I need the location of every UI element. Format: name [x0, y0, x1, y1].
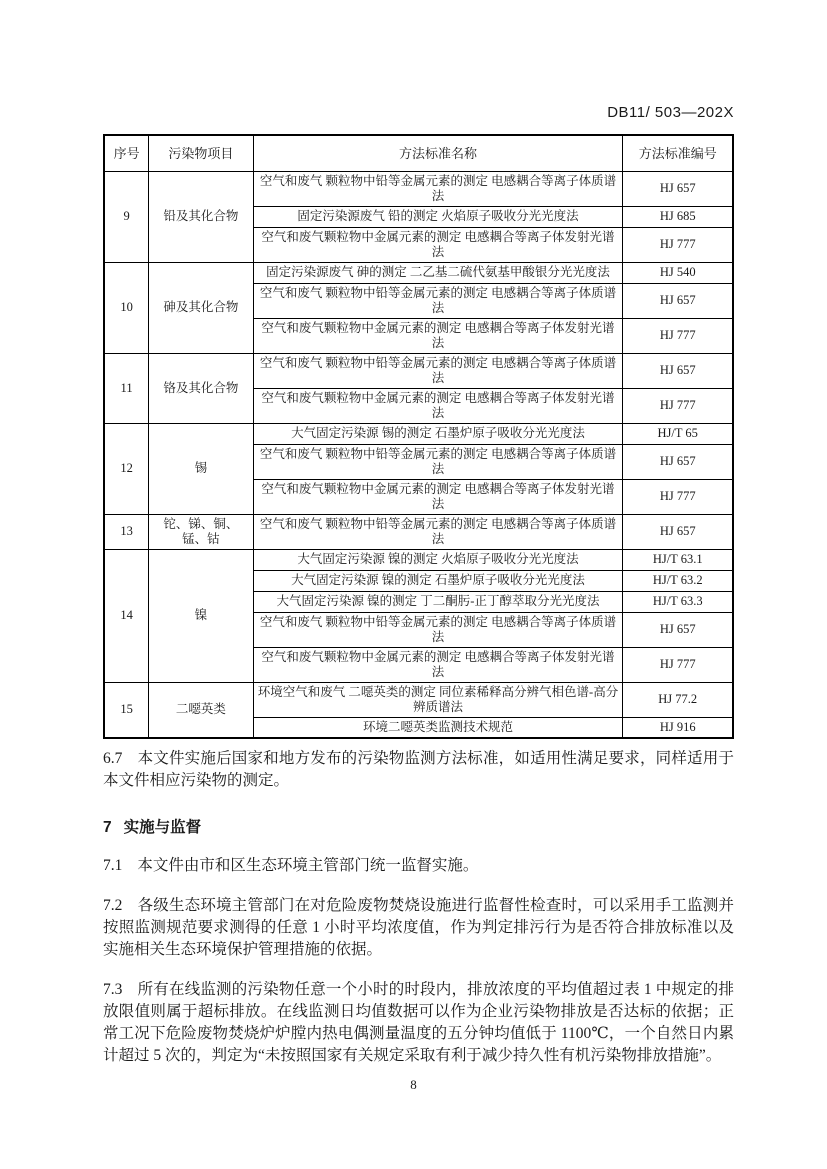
col-header-no: 序号	[104, 135, 149, 171]
method-name-cell: 大气固定污染源 镍的测定 丁二酮肟-正丁醇萃取分光光度法	[253, 591, 623, 612]
row-number-cell: 15	[104, 682, 149, 738]
section-7-heading	[103, 815, 734, 837]
section-6-7-text: 本文件实施后国家和地方发布的污染物监测方法标准，如适用性满足要求，同样适用于本文件相应污染物的测定。	[103, 750, 734, 789]
table-row	[104, 171, 733, 206]
method-name-cell: 空气和废气 颗粒物中铅等金属元素的测定 电感耦合等离子体质谱法	[253, 283, 623, 318]
method-name-cell: 空气和废气 颗粒物中铅等金属元素的测定 电感耦合等离子体质谱法	[253, 353, 623, 388]
section-7-1	[103, 855, 734, 877]
section-7-2	[103, 895, 734, 961]
method-code-cell: HJ 777	[623, 479, 733, 514]
row-number-cell: 14	[104, 549, 149, 682]
method-name-cell: 大气固定污染源 镍的测定 火焰原子吸收分光光度法	[253, 549, 623, 570]
method-code-cell: HJ/T 63.1	[623, 549, 733, 570]
methods-table-body	[104, 171, 733, 738]
pollutant-cell: 二噁英类	[149, 682, 253, 738]
method-name-cell: 空气和废气颗粒物中金属元素的测定 电感耦合等离子体发射光谱法	[253, 388, 623, 423]
section-6-7	[103, 748, 734, 792]
section-7-1-text: 本文件由市和区生态环境主管部门统一监督实施。	[137, 857, 479, 874]
method-code-cell: HJ 540	[623, 262, 733, 283]
method-code-cell: HJ/T 65	[623, 423, 733, 444]
method-code-cell: HJ 777	[623, 227, 733, 262]
row-number-cell: 13	[104, 514, 149, 549]
pollutant-cell: 铅及其化合物	[149, 171, 253, 262]
table-row	[104, 353, 733, 388]
method-name-cell: 空气和废气颗粒物中金属元素的测定 电感耦合等离子体发射光谱法	[253, 479, 623, 514]
col-header-pollutant: 污染物项目	[149, 135, 253, 171]
table-header-row	[104, 135, 733, 171]
method-name-cell: 环境二噁英类监测技术规范	[253, 717, 623, 738]
table-row	[104, 682, 733, 717]
col-header-method-code: 方法标准编号	[623, 135, 733, 171]
pollutant-cell: 铊、锑、铜、锰、钴	[149, 514, 253, 549]
row-number-cell: 10	[104, 262, 149, 353]
method-code-cell: HJ 657	[623, 283, 733, 318]
col-header-method-name: 方法标准名称	[253, 135, 623, 171]
method-code-cell: HJ 685	[623, 206, 733, 227]
section-7-3-text: 所有在线监测的污染物任意一个小时的时段内，排放浓度的平均值超过表 1 中规定的排放限值则属于超标排放。在线监测日均值数据可以作为企业污染物排放是否达标的依据；正常工况下危险废物焚烧炉炉膛内热电偶测量温度的五分钟均值低于 1100℃，一个自然日内累计超过 5 次的，判定为“未按照国家有关规定采取有利于减少持久性有机污染物排放措施”。	[103, 981, 734, 1064]
method-code-cell: HJ 657	[623, 171, 733, 206]
method-code-cell: HJ 657	[623, 444, 733, 479]
method-name-cell: 空气和废气颗粒物中金属元素的测定 电感耦合等离子体发射光谱法	[253, 227, 623, 262]
table-row	[104, 262, 733, 283]
page-number: 8	[410, 1077, 417, 1092]
method-code-cell: HJ 77.2	[623, 682, 733, 717]
method-name-cell: 空气和废气 颗粒物中铅等金属元素的测定 电感耦合等离子体质谱法	[253, 612, 623, 647]
page-content	[103, 104, 734, 1067]
method-code-cell: HJ 777	[623, 647, 733, 682]
body-text	[103, 748, 734, 1067]
section-6-7-number: 6.7	[103, 750, 123, 767]
method-name-cell: 空气和废气颗粒物中金属元素的测定 电感耦合等离子体发射光谱法	[253, 647, 623, 682]
row-number-cell: 11	[104, 353, 149, 423]
method-name-cell: 固定污染源废气 铅的测定 火焰原子吸收分光光度法	[253, 206, 623, 227]
method-code-cell: HJ/T 63.3	[623, 591, 733, 612]
method-code-cell: HJ 916	[623, 717, 733, 738]
section-7-3	[103, 979, 734, 1067]
pollutant-cell: 镍	[149, 549, 253, 682]
method-name-cell: 空气和废气 颗粒物中铅等金属元素的测定 电感耦合等离子体质谱法	[253, 444, 623, 479]
doc-number: DB11/ 503—202X	[607, 104, 734, 121]
method-code-cell: HJ 657	[623, 353, 733, 388]
section-7-2-text: 各级生态环境主管部门在对危险废物焚烧设施进行监督性检查时，可以采用手工监测并按照监测规范要求测得的任意 1 小时平均浓度值，作为判定排污行为是否符合排放标准以及实施相关生态环境保护管理措施的依据。	[103, 897, 734, 958]
section-7-1-number: 7.1	[103, 857, 123, 874]
pollutant-cell: 锡	[149, 423, 253, 514]
pollutant-cell: 砷及其化合物	[149, 262, 253, 353]
method-code-cell: HJ 657	[623, 612, 733, 647]
method-code-cell: HJ 777	[623, 318, 733, 353]
method-name-cell: 大气固定污染源 镍的测定 石墨炉原子吸收分光光度法	[253, 570, 623, 591]
method-code-cell: HJ 657	[623, 514, 733, 549]
method-code-cell: HJ 777	[623, 388, 733, 423]
method-name-cell: 大气固定污染源 锡的测定 石墨炉原子吸收分光光度法	[253, 423, 623, 444]
method-name-cell: 空气和废气 颗粒物中铅等金属元素的测定 电感耦合等离子体质谱法	[253, 514, 623, 549]
section-7-title: 实施与监督	[123, 819, 202, 836]
section-7-2-number: 7.2	[103, 897, 123, 914]
table-row	[104, 549, 733, 570]
method-name-cell: 固定污染源废气 砷的测定 二乙基二硫代氨基甲酸银分光光度法	[253, 262, 623, 283]
section-7-3-number: 7.3	[103, 981, 123, 998]
pollutant-cell: 铬及其化合物	[149, 353, 253, 423]
table-row	[104, 514, 733, 549]
method-name-cell: 环境空气和废气 二噁英类的测定 同位素稀释高分辨气相色谱-高分辨质谱法	[253, 682, 623, 717]
row-number-cell: 12	[104, 423, 149, 514]
method-name-cell: 空气和废气颗粒物中金属元素的测定 电感耦合等离子体发射光谱法	[253, 318, 623, 353]
table-row	[104, 423, 733, 444]
method-name-cell: 空气和废气 颗粒物中铅等金属元素的测定 电感耦合等离子体质谱法	[253, 171, 623, 206]
methods-table	[103, 134, 734, 739]
row-number-cell: 9	[104, 171, 149, 262]
section-7-number: 7	[103, 819, 112, 836]
method-code-cell: HJ/T 63.2	[623, 570, 733, 591]
